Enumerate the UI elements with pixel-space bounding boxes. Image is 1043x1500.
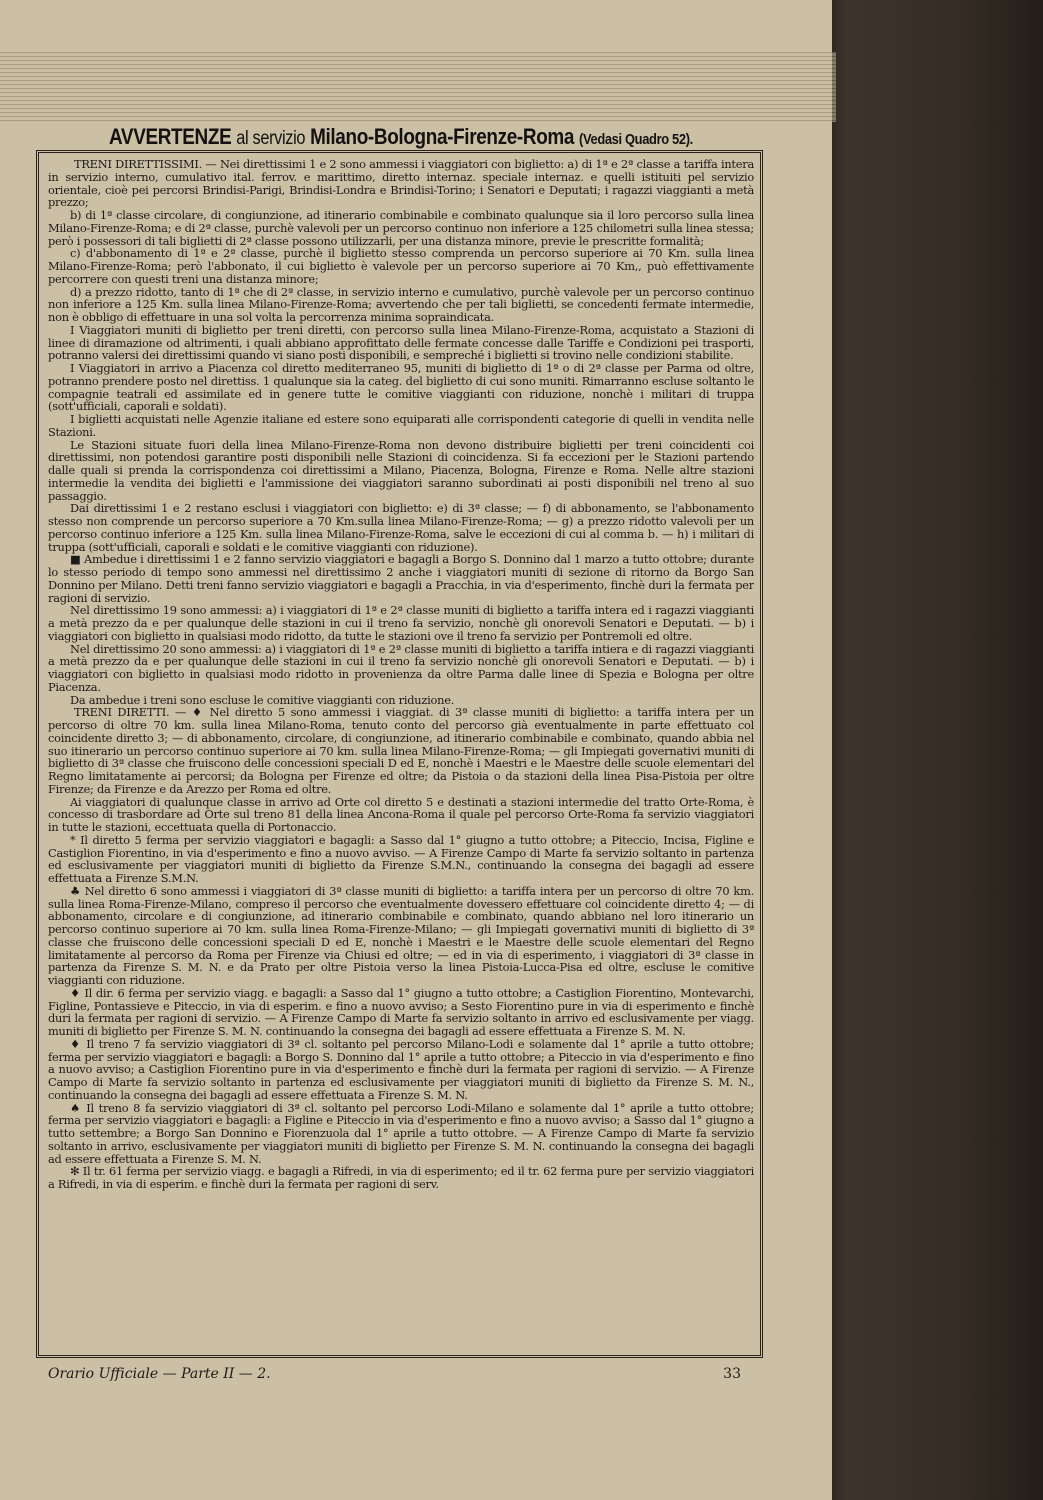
paragraph: ✻ Il tr. 61 ferma per servizio viagg. e bagagli a Rifredi, in via di esperimento; ed il tr. 62 ferma pure per servizio viaggiatori a Rifredi, in via di esperim. e finchè duri la fermata per ragioni di serv. <box>48 1164 754 1191</box>
header-title: AVVERTENZE <box>109 124 232 149</box>
header-title-mid: al servizio <box>236 128 306 149</box>
header-route: Milano-Bologna-Firenze-Roma <box>310 124 575 149</box>
book-spine <box>828 0 1043 1500</box>
paragraph: b) di 1ª classe circolare, di congiunzione, ad itinerario combinabile e combinato qualunque sia il loro percorso sulla linea Milano-Firenze-Roma; e di 2ª classe, purchè valevoli per un percorso continuo non inferiore a 125 chilometri sulla linea stessa; però i possessori di tali biglietti di 2ª classe possono utilizzarli, per una distanza minore, previe le prescritte formalità; <box>48 208 754 248</box>
notice-body <box>48 158 754 1354</box>
paragraph: Nel direttissimo 19 sono ammessi: a) i viaggiatori di 1ª e 2ª classe muniti di biglietto a tariffa intera ed i ragazzi viaggianti a metà prezzo da e per qualunque delle stazioni in cui il treno fa servizio, nonchè gli onorevoli Senatori e Deputati. — b) i viaggiatori con biglietto in qualsiasi modo ridotto, da tutte le stazioni ove il treno fa servizio per Pontremoli ed oltre. <box>48 603 754 643</box>
paragraph: TRENI DIRETTI. — ♦ Nel diretto 5 sono ammessi i viaggiat. di 3ª classe muniti di biglietto: a tariffa intera per un percorso di oltre 70 km. sulla linea Milano-Roma, tenuto conto del percorso già eventualmente in parte effettuato col coincidente diretto 3; — di abbonamento, circolare, di congiunzione, ad itinerario combinabile e combinato, quando abbia nel suo itinerario un percorso continuo superiore ai 70 km. sulla linea Milano-Firenze-Roma; — gli Impiegati governativi muniti di biglietto di 3ª classe che fruiscono delle concessioni speciali D ed E, nonchè i Maestri e le Maestre delle scuole elementari del Regno limitatamente ai percorsi; da Bologna per Firenze ed oltre; da Pistoia o da stazioni della linea Pisa-Pistoia per oltre Firenze; da Firenze e da Arezzo per Roma ed oltre. <box>48 705 754 796</box>
paragraph: ■ Ambedue i direttissimi 1 e 2 fanno servizio viaggiatori e bagagli a Borgo S. Donnino dal 1 marzo a tutto ottobre; durante lo stesso periodo di tempo sono ammessi nel direttissimo 2 anche i viaggiatori muniti di sezione di ritorno da Borgo San Donnino per Milano. Detti treni fanno servizio viaggiatori e bagagli a Pracchia, in via d'esperimento, finchè duri la fermata per ragioni di servizio. <box>48 552 754 605</box>
paragraph: * Il diretto 5 ferma per servizio viaggiatori e bagagli: a Sasso dal 1° giugno a tutto ottobre; a Piteccio, Incisa, Figline e Castiglion Fiorentino, in via d'esperimento e fino a nuovo avviso. — A Firenze Campo di Marte fa servizio soltanto in partenza ed esclusivamente per viaggiatori muniti di biglietto da Firenze S.M.N., continuando la consegna dei bagagli ad essere effettuata a Firenze S.M.N. <box>48 832 754 885</box>
paragraph: ♠ Il treno 8 fa servizio viaggiatori di 3ª cl. soltanto pel percorso Lodi-Milano e solamente dal 1° aprile a tutto ottobre; ferma per servizio viaggiatori e bagagli: a Figline e Piteccio in via d'esperimento e fino a nuovo avviso; a Sasso dal 1° giugno a tutto settembre; a Borgo San Donnino e Fiorenzuola dal 1° aprile a tutto ottobre. — A Firenze Campo di Marte fa servizio soltanto in arrivo, esclusivamente per viaggiatori muniti di biglietto per Firenze S. M. N. continuando la consegna dei bagagli ad essere effettuata a Firenze S. M. N. <box>48 1100 754 1166</box>
paragraph: ♣ Nel diretto 6 sono ammessi i viaggiatori di 3ª classe muniti di biglietto: a tariffa intera per un percorso di oltre 70 km. sulla linea Roma-Firenze-Milano, compreso il percorso che eventualmente dovessero effettuare col coincidente diretto 4; — di abbonamento, circolare e di congiunzione, ad itinerario combinabile e combinato, quando abbiano nel loro itinerario un percorso continuo superiore ai 70 km. sulla linea Roma-Firenze-Milano; — gli Impiegati governativi muniti di biglietto di 3ª classe che fruiscono delle concessioni speciali D ed E, nonchè i Maestri e le Maestre delle scuole elementari del Regno limitatamente al percorso da Roma per Firenze via Chiusi ed oltre; — ed in via di esperimento, i viaggiatori di 3ª classe in partenza da Firenze S. M. N. e da Prato per oltre Pistoia verso la linea Pistoia-Lucca-Pisa ed oltre, escluse le comitive viaggianti con riduzione. <box>48 883 754 987</box>
paragraph: ♦ Il treno 7 fa servizio viaggiatori di 3ª cl. soltanto pel percorso Milano-Lodi e solamente dal 1° aprile a tutto ottobre; ferma per servizio viaggiatori e bagagli: a Borgo S. Donnino dal 1° aprile a tutto ottobre; a Piteccio in via d'esperimento e fino a nuovo avviso; a Castiglion Fiorentino pure in via d'esperimento e finchè duri la fermata per ragioni di servizio. — A Firenze Campo di Marte fa servizio soltanto in partenza ed esclusivamente per viaggiatori muniti di biglietto da Firenze S. M. N., continuando la consegna dei bagagli ad essere effettuata a Firenze S. M. N. <box>48 1036 754 1102</box>
page-edges <box>0 52 836 122</box>
paragraph: d) a prezzo ridotto, tanto di 1ª che di 2ª classe, in servizio interno e cumulativo, purchè valevole per un percorso continuo non inferiore a 125 Km. sulla linea Milano-Firenze-Roma; avvertendo che per tali biglietti, se concedenti fermate intermedie, non è obbligo di effettuare in una sol volta la percorrenza minima sopraindicata. <box>48 284 754 324</box>
paragraph: Le Stazioni situate fuori della linea Milano-Firenze-Roma non devono distribuire biglietti per treni coincidenti coi direttissimi, non potendosi garantire posti disponibili nelle Stazioni di coincidenza. Si fa eccezioni per le Stazioni partendo dalle quali si prenda la corrispondenza coi direttissimi a Milano, Piacenza, Bologna, Firenze e Roma. Nelle altre stazioni intermedie la vendita dei biglietti e l'ammissione dei viaggiatori saranno subordinati ai posti disponibili nel treno al suo passaggio. <box>48 437 754 503</box>
paragraph: c) d'abbonamento di 1ª e 2ª classe, purchè il biglietto stesso comprenda un percorso superiore ai 70 Km. sulla linea Milano-Firenze-Roma; però l'abbonato, il cui biglietto è valevole per un percorso superiore ai 70 Km,, può effettivamente percorrere con questi treni una distanza minore; <box>48 246 754 286</box>
paragraph: ♦ Il dir. 6 ferma per servizio viagg. e bagagli: a Sasso dal 1° giugno a tutto ottobre; a Castiglion Fiorentino, Montevarchi, Figline, Pontassieve e Piteccio, in via di esperim. e fino a nuovo avviso; a Sesto Fiorentino pure in via di esperimento e finchè duri la fermata per ragioni di servizio. — A Firenze Campo di Marte fa servizio soltanto in arrivo ed esclusivamente per viagg. muniti di biglietto per Firenze S. M. N. continuando la consegna dei bagagli ad essere effettuata a Firenze S. M. N. <box>48 985 754 1038</box>
page-footer <box>36 1366 763 1388</box>
paragraph: Da ambedue i treni sono escluse le comitive viaggianti con riduzione. <box>70 692 455 707</box>
paragraph: I Viaggiatori muniti di biglietto per treni diretti, con percorso sulla linea Milano-Firenze-Roma, acquistato a Stazioni di linee di diramazione od altrimenti, i quali abbiano approfittato delle fermate concesse dalle Tariffe e Condizioni pei trasporti, potranno valersi dei direttissimi quando vi siano posti disponibili, e sempreché i biglietti si trovino nelle condizioni stabilite. <box>48 322 754 363</box>
header-reference: (Vedasi Quadro 52). <box>578 131 693 148</box>
paragraph: Nel direttissimo 20 sono ammessi: a) i viaggiatori di 1ª e 2ª classe muniti di biglietto a tariffa intiera e di ragazzi viaggianti a metà prezzo da e per qualunque delle stazioni in cui il treno fa servizio nonchè gli onorevoli Senatori e Deputati. — b) i viaggiatori con biglietto in qualsiasi modo ridotto in provenienza da oltre Parma dalle linee di Spezia e Bologna per oltre Piacenza. <box>48 641 754 694</box>
paragraph: Dai direttissimi 1 e 2 restano esclusi i viaggiatori con biglietto: e) di 3ª classe; — f) di abbonamento, se l'abbonamento stesso non comprende un percorso superiore a 70 Km.sulla linea Milano-Firenze-Roma; — g) a prezzo ridotto valevoli per un percorso continuo inferiore a 125 Km. sulla linea Milano-Firenze-Roma, salve le eccezioni di cui al comma b. — h) i militari di truppa (sott'ufficiali, caporali e soldati e le comitive viaggianti con riduzione). <box>48 501 754 554</box>
paragraph: Ai viaggiatori di qualunque classe in arrivo ad Orte col diretto 5 e destinati a stazioni intermedie del tratto Orte-Roma, è concesso di trasbordare ad Orte sul treno 81 della linea Ancona-Roma il quale pel percorso Orte-Roma fa servizio viaggiatori in tutte le stazioni, eccettuata quella di Portonaccio. <box>48 794 754 834</box>
paragraph: TRENI DIRETTISSIMI. — Nei direttissimi 1 e 2 sono ammessi i viaggiatori con biglietto: a) di 1ª e 2ª classe a tariffa intera in servizio interno, cumulativo ital. ferrov. e marittimo, diretto internaz. speciale internaz. e quelli istituiti pel servizio orientale, cioè pei percorsi Brindisi-Parigi, Brindisi-Londra e Brindisi-Torino; i Senatori e Deputati; i ragazzi viaggianti a metà prezzo; <box>48 158 754 210</box>
page-number: 33 <box>723 1366 741 1382</box>
publication-title: Orario Ufficiale — Parte II — 2. <box>48 1366 271 1382</box>
paragraph: I biglietti acquistati nelle Agenzie italiane ed estere sono equiparati alle corrispondenti categorie di quelli in vendita nelle Stazioni. <box>48 412 754 439</box>
paragraph: I Viaggiatori in arrivo a Piacenza col diretto mediterraneo 95, muniti di biglietto di 1ª o di 2ª classe per Parma od oltre, potranno prendere posto nel direttiss. 1 qualunque sia la categ. del biglietto di cui sono muniti. Rimarranno escluse soltanto le compagnie teatrali ed assimilate ed in genere tutte le comitive viaggianti con riduzione, nonchè i militari di truppa (sott'ufficiali, caporali e soldati). <box>48 361 754 414</box>
